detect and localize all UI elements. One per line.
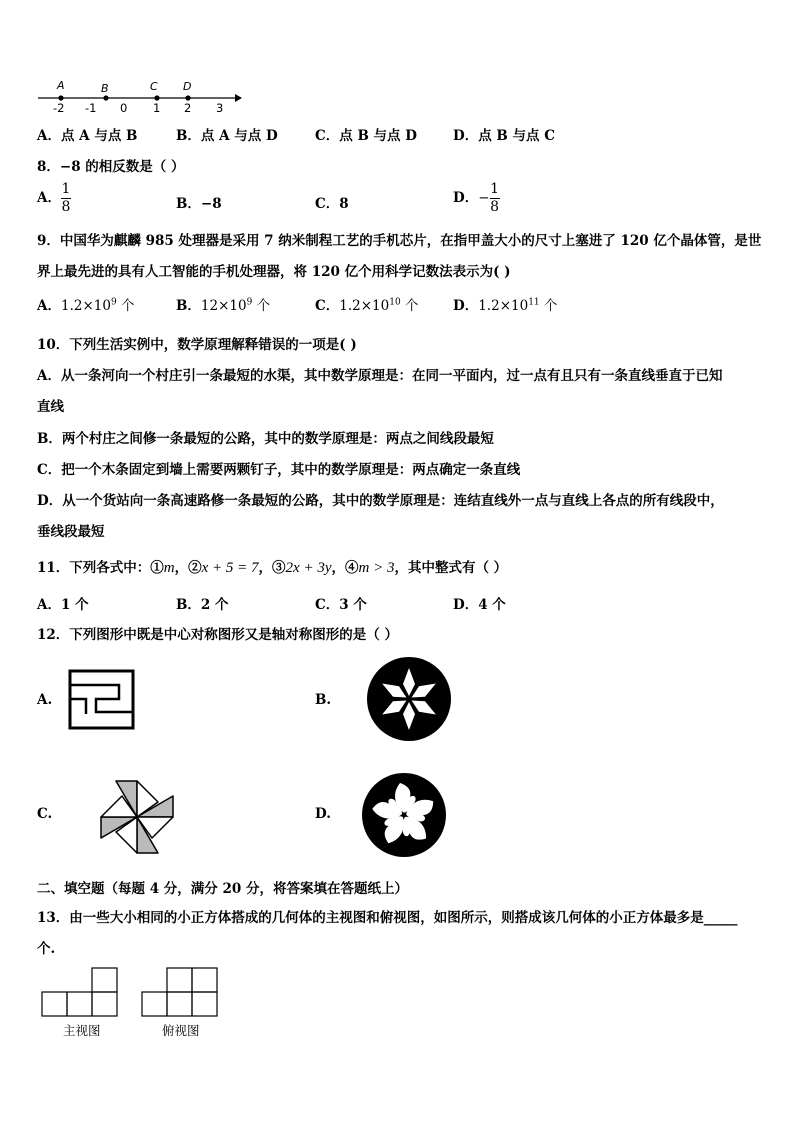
q13-front-view xyxy=(40,966,120,1018)
q7-option-a: A．点 A 与点 B xyxy=(37,128,138,144)
q10-stem: 10．下列生活实例中，数学原理解释错误的一项是( ) xyxy=(37,337,357,353)
q12-label-d: D. xyxy=(315,806,331,822)
svg-text:B: B xyxy=(101,82,109,95)
tick-label: 1 xyxy=(153,101,161,115)
q12-figure-d xyxy=(361,772,447,858)
q9-option-c: C．$1.2\times 10^{10}$ 个 xyxy=(315,297,419,314)
q12-label-c: C. xyxy=(37,806,53,822)
svg-text:C: C xyxy=(150,80,158,93)
q12-figure-c xyxy=(98,778,176,856)
q10-option-a-line2: 直线 xyxy=(37,399,64,415)
q7-option-d: D．点 B 与点 C xyxy=(453,128,555,144)
q13-top-caption: 俯视图 xyxy=(162,1023,200,1038)
q8-option-d: D．− $\frac{1}{8}$ xyxy=(453,181,499,215)
q12-label-b: B. xyxy=(315,692,332,708)
q12-figure-a xyxy=(66,668,136,732)
tick-label: 3 xyxy=(216,101,224,115)
q13-front-caption: 主视图 xyxy=(63,1023,101,1038)
q9-option-a: A．$1.2\times 10^9$ 个 xyxy=(37,297,135,314)
q9-stem-line1: 9．中国华为麒麟 985 处理器是采用 7 纳米制程工艺的手机芯片，在指甲盖大小的尺寸上塞进了 120 亿个晶体管，是世 xyxy=(37,233,762,249)
q11-option-a: A．1 个 xyxy=(37,597,89,613)
q8-option-b: B．−8 xyxy=(176,196,222,212)
q12-label-a: A. xyxy=(37,692,53,708)
q11-option-c: C．3 个 xyxy=(315,597,367,613)
tick-label: -1 xyxy=(85,101,97,115)
q8-option-c: C．8 xyxy=(315,196,349,212)
section-2-title: 二、填空题（每题 4 分，满分 20 分，将答案填在答题纸上） xyxy=(37,881,408,897)
q8-stem: 8．−8 的相反数是（ ） xyxy=(37,159,185,175)
q9-option-b: B．$12\times 10^9$ 个 xyxy=(176,297,271,314)
q10-option-d-line2: 垂线段最短 xyxy=(37,524,105,540)
q11-option-b: B．2 个 xyxy=(176,597,229,613)
q10-option-c: C．把一个木条固定到墙上需要两颗钉子，其中的数学原理是：两点确定一条直线 xyxy=(37,462,521,478)
q10-option-d-line1: D．从一个货站向一条高速路修一条最短的公路，其中的数学原理是：连结直线外一点与直线上各点的所有线段中， xyxy=(37,493,724,509)
q11-option-d: D．4 个 xyxy=(453,597,506,613)
tick-label: -2 xyxy=(53,101,65,115)
svg-text:A: A xyxy=(57,79,65,92)
tick-label: 0 xyxy=(120,101,128,115)
point-A xyxy=(56,79,65,101)
q10-option-a-line1: A．从一条河向一个村庄引一条最短的水渠，其中数学原理是：在同一平面内，过一点有且只有一条直线垂直于已知 xyxy=(37,368,723,384)
q13-top-view xyxy=(140,966,220,1018)
q8-option-a: A． $\frac{1}{8}$ xyxy=(37,181,71,215)
q7-option-b: B．点 A 与点 D xyxy=(176,128,278,144)
q9-option-d: D．$1.2\times 10^{11}$ 个 xyxy=(453,297,558,314)
q9-stem-line2: 界上最先进的具有人工智能的手机处理器，将 120 亿个用科学记数法表示为( ) xyxy=(37,264,511,280)
q13-stem-line2: 个. xyxy=(37,941,56,957)
q12-stem: 12．下列图形中既是中心对称图形又是轴对称图形的是（ ） xyxy=(37,627,398,643)
q13-stem-line1: 13．由一些大小相同的小正方体搭成的几何体的主视图和俯视图，如图所示，则搭成该几何体的小正方体最多是_____ xyxy=(37,910,738,926)
q11-stem: 11．下列各式中：①m，②x + 5 = 7，③2x + 3y，④m > 3，其中整式有（ ） xyxy=(37,560,508,576)
svg-text:D: D xyxy=(183,80,192,93)
q12-figure-b xyxy=(366,656,452,742)
q7-option-c: C．点 B 与点 D xyxy=(315,128,417,144)
number-line-figure xyxy=(30,76,245,118)
q10-option-b: B．两个村庄之间修一条最短的公路，其中的数学原理是：两点之间线段最短 xyxy=(37,431,494,447)
tick-label: 2 xyxy=(184,101,192,115)
